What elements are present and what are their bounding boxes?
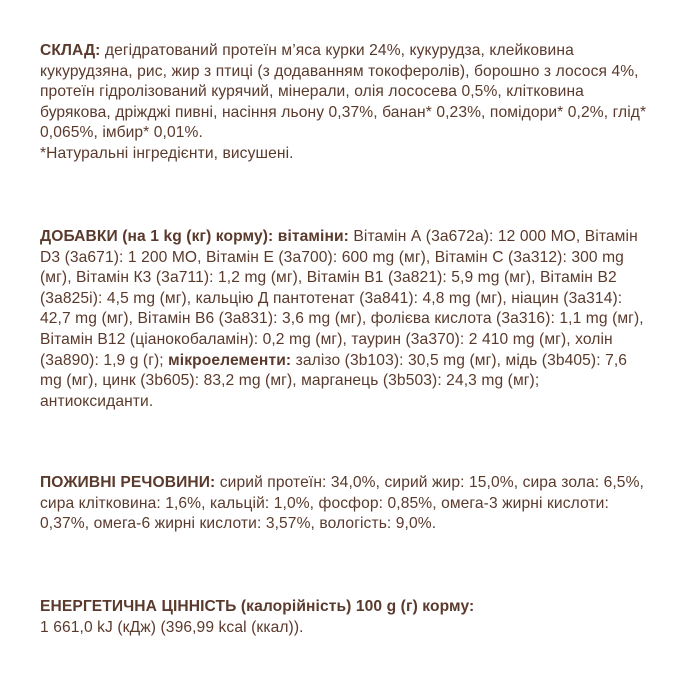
minerals-text: залізо (3b103): 30,5 mg (мг), мідь (3b405): 7,6 mg (мг), цинк (3b605): 83,2 mg (мг), марганець (3b503): 24,3 mg (мг); антиоксиданти. bbox=[40, 351, 628, 410]
nutrients-section bbox=[40, 473, 650, 535]
energy-heading: ЕНЕРГЕТИЧНА ЦІННІСТЬ (калорійність) 100 g (г) корму: bbox=[40, 598, 475, 615]
composition-text: дегідратований протеїн м’яса курки 24%, кукурудза, клейковина кукурудзяна, рис, жир з птиці (з додаванням токоферолів), борошно з лосося 4%, протеїн гідролізований курячий, мінерали, олія лососева 0,5%, клітковина бурякова, дріжджі пивні, насіння льону 0,37%, банан* 0,23%, помідори* 0,2%, глід* 0,065%, імбир* 0,01%. bbox=[40, 42, 647, 142]
vitamins-text: Вітамін А (3a672a): 12 000 МО, Вітамін D3 (3a671): 1 200 МО, Вітамін Е (3a700): 600 mg (мг), Вітамін С (3a312): 300 mg (мг), Вітамін К3 (3a711): 1,2 mg (мг), Вітамін В1 (3a821): 5,9 mg (мг), Вітамін В2 (3a825i): 4,5 mg (мг), кальцію Д пантотенат (3a841): 4,8 mg (мг), ніацин (3a314): 42,7 mg (мг), Вітамін В6 (3a831): 3,6 mg (мг), фолієва кислота (3a316): 1,1 mg (мг), Вітамін В12 (ціанокобаламін): 0,2 mg (мг), таурин (3a370): 2 410 mg (мг), холін (3a890): 1,9 g (г); bbox=[40, 228, 644, 369]
minerals-label: мікроелементи: bbox=[163, 351, 292, 369]
additives-section bbox=[40, 227, 650, 412]
composition-heading: СКЛАД: bbox=[40, 42, 101, 59]
energy-text: 1 661,0 kJ (кДж) (396,99 kcal (ккал)). bbox=[40, 618, 304, 636]
nutrients-text: сирий протеїн: 34,0%, сирий жир: 15,0%, сира зола: 6,5%, сира клітковина: 1,6%, кальцій: 1,0%, фосфор: 0,85%, омега-3 жирні кислоти: 0,37%, омега-6 жирні кислоти: 3,57%, вологість: 9,0%. bbox=[40, 474, 644, 533]
vitamins-label: вітаміни: bbox=[273, 228, 349, 245]
composition-note: *Натуральні інгредієнти, висушені. bbox=[40, 144, 294, 162]
nutrients-heading: ПОЖИВНІ РЕЧОВИНИ: bbox=[40, 474, 216, 491]
composition-section bbox=[40, 41, 650, 165]
additives-heading: ДОБАВКИ (на 1 kg (кг) корму): bbox=[40, 228, 274, 245]
energy-section bbox=[40, 597, 650, 638]
